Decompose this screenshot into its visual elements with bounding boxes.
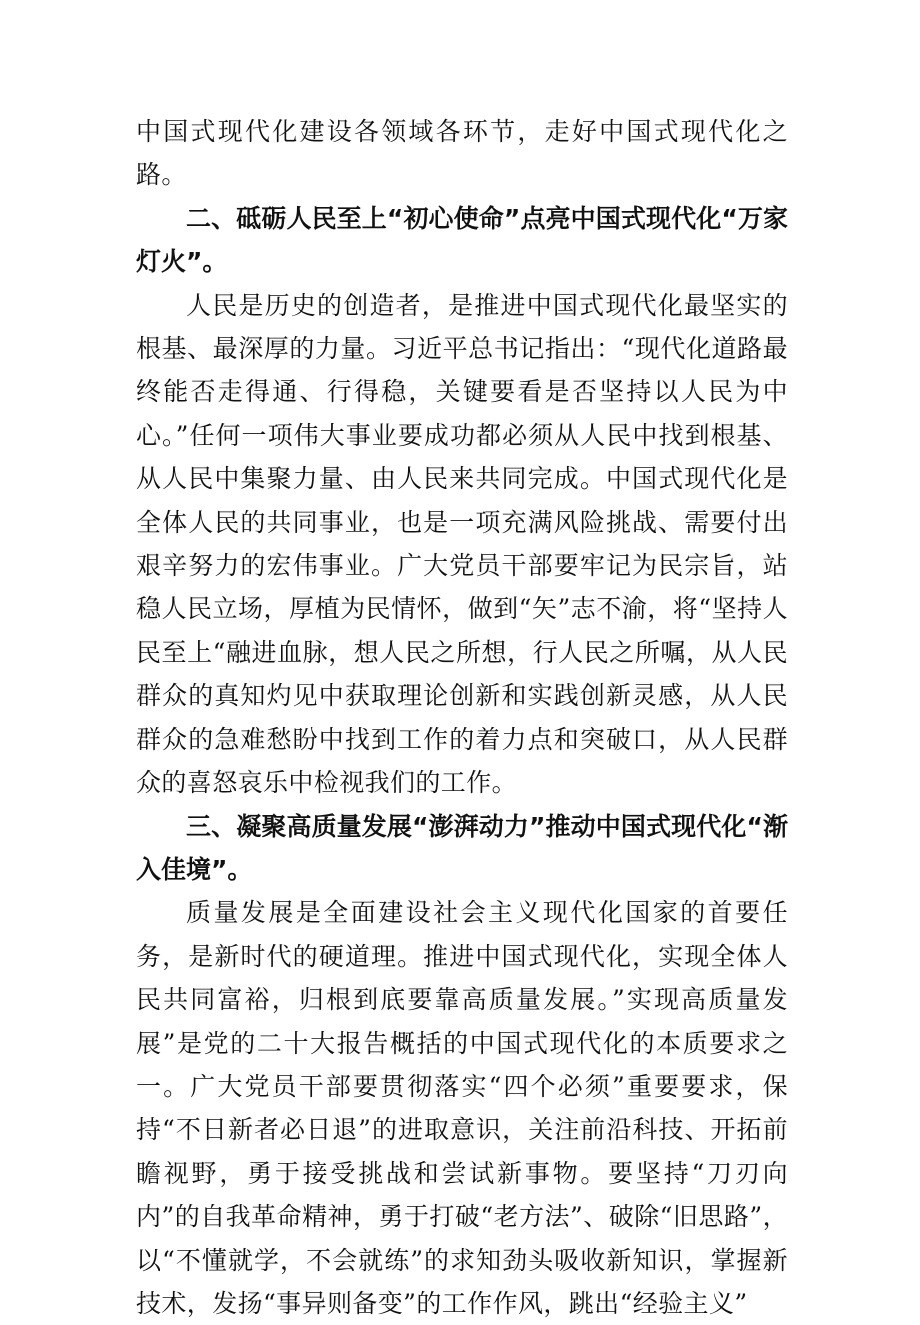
- section-2-paragraph: 人民是历史的创造者，是推进中国式现代化最坚实的根基、最深厚的力量。习近平总书记指出：“现代化道路最终能否走得通、行得稳，关键要看是否坚持以人民为中心。”任何一项伟大事业要成功都必须从人民中找到根基、从人民中集聚力量、由人民来共同完成。中国式现代化是全体人民的共同事业，也是一项充满风险挑战、需要付出艰辛努力的宏伟事业。广大党员干部要牢记为民宗旨，站稳人民立场，厚植为民情怀，做到“矢”志不渝，将“坚持人民至上“融进血脉，想人民之所想，行人民之所嘱，从人民群众的真知灼见中获取理论创新和实践创新灵感，从人民群众的急难愁盼中找到工作的着力点和突破口，从人民群众的喜怒哀乐中检视我们的工作。: [136, 290, 788, 798]
- section-3-heading: 三、凝聚高质量发展“澎湃动力”推动中国式现代化“渐入佳境”。: [136, 811, 788, 884]
- document-body: [136, 110, 788, 1325]
- section-3-paragraph: 质量发展是全面建设社会主义现代化国家的首要任务，是新时代的硬道理。推进中国式现代化，实现全体人民共同富裕，归根到底要靠高质量发展。”实现高质量发展”是党的二十大报告概括的中国式现代化的本质要求之一。广大党员干部要贯彻落实“四个必须”重要要求，保持“不日新者必日退”的进取意识，关注前沿科技、开拓前瞻视野，勇于接受挑战和尝试新事物。要坚持“刀刃向内”的自我革命精神，勇于打破“老方法”、破除“旧思路”，以“不懂就学，不会就练”的求知劲头吸收新知识，掌握新技术，发扬“事异则备变”的工作作风，跳出“经验主义”: [136, 898, 788, 1318]
- section-2-heading: 二、砥砺人民至上“初心使命”点亮中国式现代化“万家灯火”。: [136, 203, 788, 277]
- continuation-paragraph: 中国式现代化建设各领域各环节，走好中国式现代化之路。: [136, 117, 788, 190]
